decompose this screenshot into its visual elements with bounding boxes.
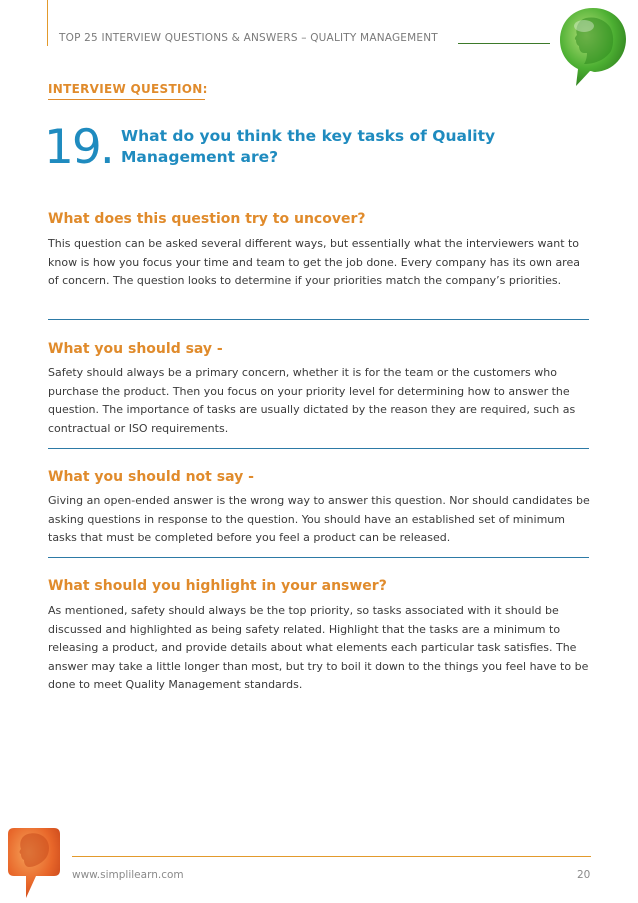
- interview-question-label: INTERVIEW QUESTION:: [48, 82, 208, 96]
- speech-bubble-head-icon: [6, 824, 62, 900]
- section-body-should-not-say: Giving an open-ended answer is the wrong way to answer this question. Nor should candidates be asking questions in response to the question. You should have an established set of minimum tasks that must be completed before you feel a product can be released.: [48, 494, 590, 545]
- interview-question-rule: [48, 99, 205, 100]
- question-text: What do you think the key tasks of Quality Management are?: [121, 127, 496, 166]
- speech-bubble-head-icon: [556, 4, 630, 88]
- header-title: TOP 25 INTERVIEW QUESTIONS & ANSWERS – QUALITY MANAGEMENT: [59, 32, 438, 44]
- section-heading-highlight: What should you highlight in your answer?: [48, 578, 387, 594]
- section-body-should-say: Safety should always be a primary concern, whether it is for the team or the customers who purchase the product. Then you focus on your priority level for determining how to answer the question. The importance of tasks are usually dictated by the reason they are required, such as contractual or ISO requirements.: [48, 366, 576, 435]
- section-heading-should-say: What you should say -: [48, 341, 223, 357]
- section-divider: [48, 319, 589, 320]
- section-body-uncover: This question can be asked several different ways, but essentially what the interviewers want to know is how you focus your time and team to get the job done. Every company has its own area of concern. The question looks to determine if your priorities match the company’s priorities.: [48, 237, 580, 288]
- footer-rule: [72, 856, 591, 857]
- question-number-suffix: .: [99, 120, 113, 175]
- page-number: 20: [577, 869, 591, 881]
- section-heading-should-not-say: What you should not say -: [48, 469, 254, 485]
- header-accent-bar: [47, 0, 48, 46]
- section-body-highlight: As mentioned, safety should always be the top priority, so tasks associated with it should be discussed and highlighted as being safety related. Highlight that the tasks are a minimum to releasing a product, and provide details about what elements each particular task satisfies. The answer may take a little longer than most, but try to boil it down to the things you feel have to be done to meet Quality Management standards.: [48, 604, 589, 692]
- section-divider: [48, 557, 589, 558]
- section-heading-uncover: What does this question try to uncover?: [48, 211, 366, 227]
- question-number: [44, 120, 113, 175]
- header-rule: [458, 43, 550, 44]
- footer-website-link[interactable]: www.simplilearn.com: [72, 869, 184, 881]
- question-number-value: 19: [44, 120, 100, 175]
- section-divider: [48, 448, 589, 449]
